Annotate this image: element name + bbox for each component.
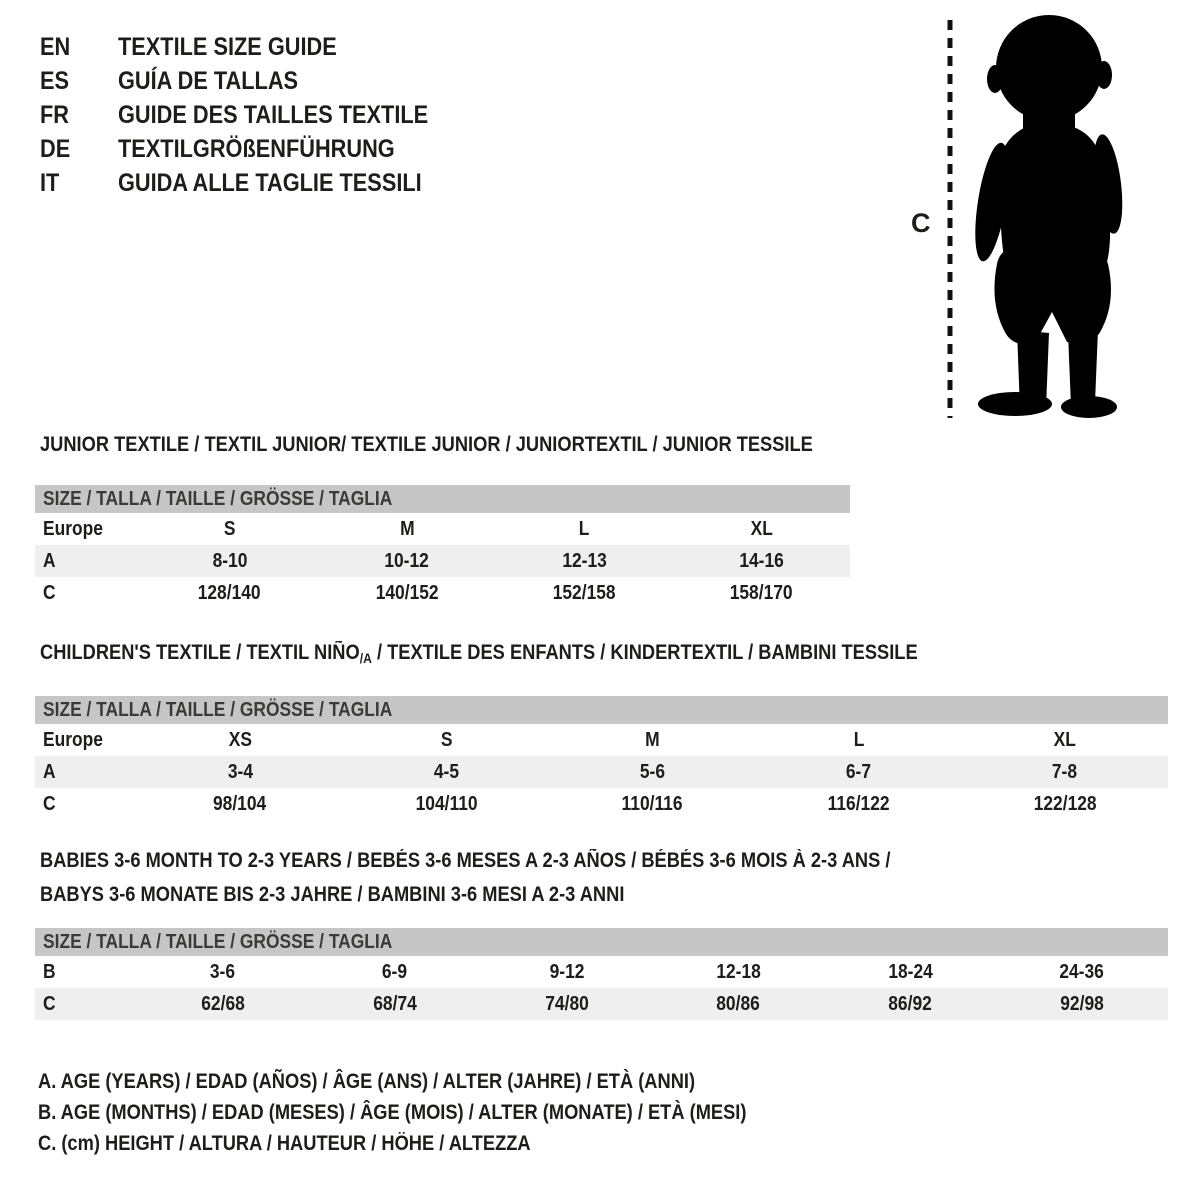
language-guide-title: GUIDA ALLE TAGLIE TESSILI (118, 168, 422, 197)
title-post: / TEXTILE DES ENFANTS / KINDERTEXTIL / BAMBINI TESSILE (371, 641, 918, 664)
height-cell (481, 988, 653, 1020)
row-label: C (43, 581, 56, 604)
height-cell (137, 788, 343, 820)
table-row-height (35, 988, 1168, 1020)
size-header-text: SIZE / TALLA / TAILLE / GRÖSSE / TAGLIA (43, 931, 393, 953)
measure-legend (38, 1066, 852, 1159)
cell-value: 7-8 (1052, 760, 1078, 783)
children-textile-section (35, 641, 1168, 820)
cell-value: 86/92 (888, 992, 932, 1015)
measure-label-c: C (911, 208, 931, 238)
age-cell (673, 545, 850, 577)
legend-line-c (38, 1128, 852, 1159)
row-label-cell (35, 724, 137, 756)
language-code: FR (40, 100, 69, 129)
legend-b-text: B. AGE (MONTHS) / EDAD (MESES) / ÂGE (MOIS) / ALTER (MONATE) / ETÀ (MESI) (38, 1101, 747, 1124)
language-guide-title: GUÍA DE TALLAS (118, 66, 299, 95)
age-cell (141, 545, 318, 577)
legend-c-text: C. (cm) HEIGHT / ALTURA / HAUTEUR / HÖHE / ALTEZZA (38, 1132, 531, 1155)
cell-value: 110/116 (621, 792, 683, 815)
cell-value: 62/68 (201, 992, 245, 1015)
table-row-age (35, 545, 850, 577)
row-label-cell (35, 988, 137, 1020)
legend-a-text: A. AGE (YEARS) / EDAD (AÑOS) / ÂGE (ANS) / ALTER (JAHRE) / ETÀ (ANNI) (38, 1070, 696, 1093)
cell-value: 92/98 (1060, 992, 1104, 1015)
title-sub: /A (359, 650, 372, 666)
children-size-table (35, 724, 1168, 820)
row-label: Europe (43, 728, 103, 751)
cell-value: 98/104 (213, 792, 267, 815)
height-cell (137, 988, 309, 1020)
cell-value: 6-9 (382, 960, 408, 983)
cell-value: XL (750, 517, 773, 540)
age-cell (495, 545, 672, 577)
language-guide-title: TEXTILE SIZE GUIDE (118, 32, 337, 61)
age-cell (137, 756, 343, 788)
toddler-silhouette-icon (965, 12, 1143, 418)
language-title-list (40, 30, 475, 200)
table-row-height (35, 788, 1168, 820)
section-title-babies (35, 844, 1168, 912)
dashed-height-line-icon (945, 18, 955, 420)
height-cell (318, 577, 495, 609)
cell-value: L (578, 517, 590, 540)
cell-value: 3-6 (210, 960, 236, 983)
cell-value: 10-12 (384, 549, 430, 572)
cell-value: 14-16 (739, 549, 784, 572)
table-row-height (35, 577, 850, 609)
cell-value: 80/86 (716, 992, 761, 1015)
cell-value: S (440, 728, 453, 751)
size-cell (343, 724, 549, 756)
language-code: IT (40, 168, 60, 197)
row-label-cell (35, 577, 141, 609)
cell-value: XL (1053, 728, 1077, 751)
row-label-cell (35, 956, 137, 988)
cell-value: M (399, 517, 415, 540)
row-label: Europe (43, 517, 103, 540)
months-cell (824, 956, 996, 988)
height-cell (962, 788, 1168, 820)
row-label-cell (35, 545, 141, 577)
legend-line-a (38, 1066, 852, 1097)
size-cell (495, 513, 672, 545)
height-cell (652, 988, 824, 1020)
height-measure-figure (905, 10, 1170, 425)
language-row-en (40, 30, 475, 64)
size-header-text: SIZE / TALLA / TAILLE / GRÖSSE / TAGLIA (43, 699, 393, 721)
cell-value: 3-4 (227, 760, 253, 783)
language-row-de (40, 132, 475, 166)
table-row-europe (35, 724, 1168, 756)
height-cell (141, 577, 318, 609)
title-pre: CHILDREN'S TEXTILE / TEXTIL NIÑO (40, 641, 360, 664)
language-code: ES (40, 66, 70, 95)
height-cell (673, 577, 850, 609)
age-cell (549, 756, 755, 788)
row-label: C (43, 992, 56, 1015)
babies-textile-section (35, 844, 1168, 1020)
size-cell (318, 513, 495, 545)
age-cell (756, 756, 962, 788)
months-cell (309, 956, 481, 988)
months-cell (481, 956, 653, 988)
section-title-babies-line2: BABYS 3-6 MONATE BIS 2-3 JAHRE / BAMBINI 3-6 MESI A 2-3 ANNI (40, 883, 625, 906)
cell-value: 12-13 (561, 549, 607, 572)
table-row-months (35, 956, 1168, 988)
cell-value: 116/122 (827, 792, 890, 815)
section-title-babies-line1: BABIES 3-6 MONTH TO 2-3 YEARS / BEBÉS 3-6 MESES A 2-3 AÑOS / BÉBÉS 3-6 MOIS À 2-3 ANS / (40, 849, 891, 872)
cell-value: 9-12 (549, 960, 584, 983)
row-label-cell (35, 756, 137, 788)
cell-value: L (853, 728, 864, 751)
size-header-text: SIZE / TALLA / TAILLE / GRÖSSE / TAGLIA (43, 488, 393, 510)
size-cell (962, 724, 1168, 756)
cell-value: 24-36 (1059, 960, 1105, 983)
row-label: A (43, 760, 56, 783)
size-header-bar (35, 485, 850, 513)
cell-value: 18-24 (887, 960, 933, 983)
table-row-age (35, 756, 1168, 788)
height-cell (343, 788, 549, 820)
cell-value: 140/152 (375, 581, 439, 604)
row-label-cell (35, 788, 137, 820)
section-title-children (35, 641, 1168, 670)
cell-value: S (223, 517, 236, 540)
babies-size-table (35, 956, 1168, 1020)
cell-value: 152/158 (552, 581, 616, 604)
size-cell (549, 724, 755, 756)
junior-size-table (35, 513, 850, 609)
language-row-it (40, 166, 475, 200)
legend-line-b (38, 1097, 852, 1128)
size-cell (137, 724, 343, 756)
height-cell (495, 577, 672, 609)
months-cell (996, 956, 1168, 988)
months-cell (137, 956, 309, 988)
cell-value: 104/110 (415, 792, 478, 815)
age-cell (343, 756, 549, 788)
language-guide-title: TEXTILGRÖßENFÜHRUNG (118, 134, 395, 163)
size-cell (756, 724, 962, 756)
cell-value: 6-7 (846, 760, 872, 783)
cell-value: 5-6 (639, 760, 666, 783)
language-guide-title: GUIDE DES TAILLES TEXTILE (118, 100, 429, 129)
section-title-junior (35, 433, 850, 456)
table-row-europe (35, 513, 850, 545)
cell-value: 12-18 (716, 960, 761, 983)
cell-value: 74/80 (544, 992, 589, 1015)
row-label-cell (35, 513, 141, 545)
junior-textile-section (35, 433, 850, 609)
language-row-fr (40, 98, 475, 132)
cell-value: 4-5 (433, 760, 459, 783)
size-cell (141, 513, 318, 545)
cell-value: M (645, 728, 660, 751)
cell-value: 128/140 (198, 581, 262, 604)
section-title-children-text (40, 641, 918, 670)
row-label: B (43, 960, 56, 983)
language-code: EN (40, 32, 71, 61)
age-cell (318, 545, 495, 577)
months-cell (652, 956, 824, 988)
language-row-es (40, 64, 475, 98)
row-label: C (43, 792, 56, 815)
height-cell (309, 988, 481, 1020)
height-cell (824, 988, 996, 1020)
section-title-junior-text: JUNIOR TEXTILE / TEXTIL JUNIOR/ TEXTILE JUNIOR / JUNIORTEXTIL / JUNIOR TESSILE (40, 433, 813, 456)
cell-value: XS (228, 728, 252, 751)
height-cell (549, 788, 755, 820)
cell-value: 158/170 (729, 581, 793, 604)
cell-value: 8-10 (212, 549, 247, 572)
size-cell (673, 513, 850, 545)
size-header-bar (35, 696, 1168, 724)
cell-value: 122/128 (1033, 792, 1097, 815)
size-header-bar (35, 928, 1168, 956)
cell-value: 68/74 (372, 992, 417, 1015)
row-label: A (43, 549, 56, 572)
language-code: DE (40, 134, 71, 163)
height-cell (756, 788, 962, 820)
height-cell (996, 988, 1168, 1020)
age-cell (962, 756, 1168, 788)
